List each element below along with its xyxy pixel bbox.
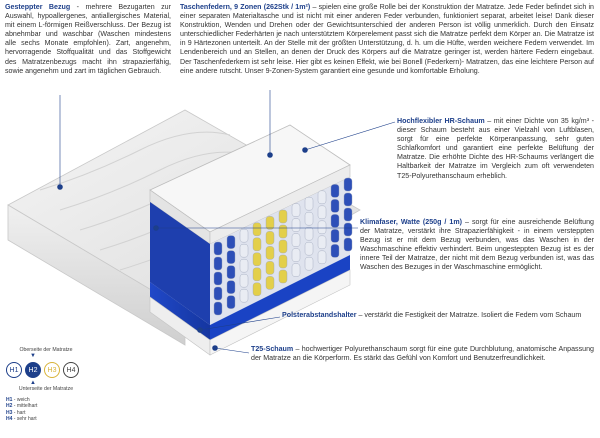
spring-pocket [318, 221, 326, 234]
hr-foam-description [397, 117, 594, 181]
spring-pocket [253, 283, 261, 296]
spring-pocket [331, 214, 339, 227]
spring-pocket [344, 208, 352, 221]
hr-foam-text: – mit einer Dichte von 35 kg/m³ - dieser Schaum besteht aus einer Vielzahl von Luftblasen, sorgt für eine perfekte Körperanpassung, sehr guten Schlafkomfort und garantiert eine perfekte Belüftung der Matratze. Die erhöhte Dichte des HR-Schaums verlängert die Haltbarkeit der Matratze im Vergleich zum oft verwendeten T25-Polyurethanschaum erheblich. [397, 117, 594, 180]
hardness-circle-h1: H1 [6, 362, 22, 378]
legend-item: H4 - sehr hart [6, 416, 37, 423]
spring-pocket [292, 234, 300, 247]
spring-pocket [253, 268, 261, 281]
cover-title: Gesteppter Bezug [5, 3, 71, 11]
spring-pocket [279, 255, 287, 268]
spring-pocket [240, 274, 248, 287]
spring-pocket [331, 244, 339, 257]
spring-pocket [279, 270, 287, 283]
hardness-circles [6, 362, 86, 378]
spring-pocket [253, 253, 261, 266]
spring-pocket [305, 227, 313, 240]
spring-pocket [318, 236, 326, 249]
bottom-side-caption: Unterseite der Matratze [18, 386, 74, 392]
cover-description [5, 3, 171, 76]
spring-pocket [240, 259, 248, 272]
hardness-legend [6, 397, 86, 423]
hardness-indicator [6, 347, 86, 423]
hr-foam-title: Hochflexibler HR-Schaum [397, 117, 485, 125]
spring-pocket [214, 272, 222, 285]
spring-pocket [253, 223, 261, 236]
cover-text: - mehrere Bezugarten zur Auswahl, hypoallergenes, antiallergisches Material, mit einem L-förmigen Reißverschluss. Der Bezug ist abnehmbar und waschbar (Waschen mindestens alle sechs Monate empfohlen). Zart, angenehm, hervorragende Stoffqualität und das Stoffgewicht des Matratzenbezugs macht ihn strapazierfähig, sowie angenehm und zart im täglichen Gebrauch. [5, 3, 171, 75]
spring-pocket [253, 238, 261, 251]
spring-pocket [305, 197, 313, 210]
spring-pocket [227, 266, 235, 279]
legend-item: H3 - hart [6, 409, 26, 416]
t25-foam-text: – hochwertiger Polyurethanschaum sorgt für eine gute Durchblutung, anatomische Anpassung der Matratze an die Körperform. Es stärkt das Gefühl von Komfort und Benutzerfreundlichkeit. [251, 345, 594, 363]
spring-pocket [279, 225, 287, 238]
springs-title: Taschenfedern, 9 Zonen (262Stk / 1m²) [180, 3, 311, 11]
spacer-description [282, 311, 594, 320]
spring-pocket [240, 289, 248, 302]
spring-pocket [344, 238, 352, 251]
spring-pocket [305, 257, 313, 270]
spring-pocket [318, 206, 326, 219]
spring-pocket [214, 287, 222, 300]
spring-pocket [266, 231, 274, 244]
spring-pocket [214, 242, 222, 255]
legend-item: H1 - weich [6, 397, 30, 403]
spring-pocket [344, 193, 352, 206]
spring-pocket [331, 229, 339, 242]
hardness-circle-h4: H4 [63, 362, 79, 378]
spring-pocket [292, 264, 300, 277]
spring-pocket [344, 223, 352, 236]
spring-pocket [266, 276, 274, 289]
spring-pocket [214, 257, 222, 270]
t25-foam-description [251, 345, 594, 363]
spacer-text: – verstärkt die Festigkeit der Matratze. Isoliert die Federn vom Schaum [356, 311, 582, 319]
t25-foam-title: T25-Schaum [251, 345, 294, 353]
spring-pocket [292, 219, 300, 232]
spring-pocket [266, 261, 274, 274]
spring-pocket [318, 191, 326, 204]
spring-pocket [331, 199, 339, 212]
spring-pocket [227, 236, 235, 249]
spring-pocket [279, 210, 287, 223]
spring-pocket [214, 302, 222, 315]
top-side-caption: Oberseite der Matratze [19, 347, 73, 353]
spring-pocket [331, 184, 339, 197]
spring-pocket [227, 296, 235, 309]
spring-pocket [227, 281, 235, 294]
spring-pocket [305, 242, 313, 255]
spring-pocket [292, 204, 300, 217]
spring-pocket [344, 178, 352, 191]
spring-pocket [266, 216, 274, 229]
climate-fiber-title: Klimafaser, Watte (250g / 1m) [360, 218, 463, 226]
hardness-circle-h2: H2 [25, 362, 41, 378]
spring-pocket [279, 240, 287, 253]
spring-pocket [240, 244, 248, 257]
springs-text: – spielen eine große Rolle bei der Konstruktion der Matratze. Jede Feder befindet sich in einer separaten Materialtasche und ist nicht mit einer anderen Feder verbunden, funktioniert separat, arbeitet leise! Dank dieser Konstruktion, Wenden und Drehen oder der Gewichtsunterschied der anderen Person ist völlig unmerklich. Durch den Einsatz unterschiedlicher Federhärten je nach unterstütztem Körperelement passt sich die Matratze perfekt dem Körper an. Die Matratze ist in 9 Härtezonen unterteilt. An der Stelle mit der größten Unterstützung, d. h. um die Hüfte, werden weichere Federn verwendet. Im Lendenbereich und an Stellen, an denen der Druck des Körpers auf die Matratze geringer ist, werden härtere Federn eingebaut. Der Taschenfederkern ist sehr leise. Hier gibt es keinen Effekt, wie bei Bonell (Federkern)- Matratzen, das eine leichtere Person auf eine andere rutscht. Unser 9-Zonen-System garantiert eine gesunde und komfortable Erholung. [180, 3, 595, 75]
legend-item: H2 - mittelhart [6, 403, 38, 410]
top-marker-row [6, 353, 86, 359]
top-marker-icon: ▼ [30, 353, 36, 359]
hardness-circle-h3: H3 [44, 362, 60, 378]
bottom-marker-icon: ▲ [30, 380, 36, 386]
spacer-title: Polsterabstandshalter [282, 311, 357, 319]
spring-pocket [240, 229, 248, 242]
climate-fiber-description [360, 218, 594, 273]
spring-pocket [227, 251, 235, 264]
spring-pocket [305, 212, 313, 225]
springs-description [180, 3, 594, 76]
climate-fiber-text: – sorgt für eine ausreichende Belüftung der Matratze, verstärkt ihre Strapazierfähigkeit - in einem versteppten Bezug ist er mit dem Bezug verbunden, was das Waschen in der Waschmaschine effektiv verhindert. Beim ungesteppten Bezug ist es der innere Teil der Matratze, der nicht mit dem Bezug verbunden ist, was das Waschen des Bezuges in der Waschmaschine ermöglicht. [360, 218, 594, 272]
spring-pocket [292, 249, 300, 262]
spring-pocket [318, 251, 326, 264]
spring-pocket [266, 246, 274, 259]
